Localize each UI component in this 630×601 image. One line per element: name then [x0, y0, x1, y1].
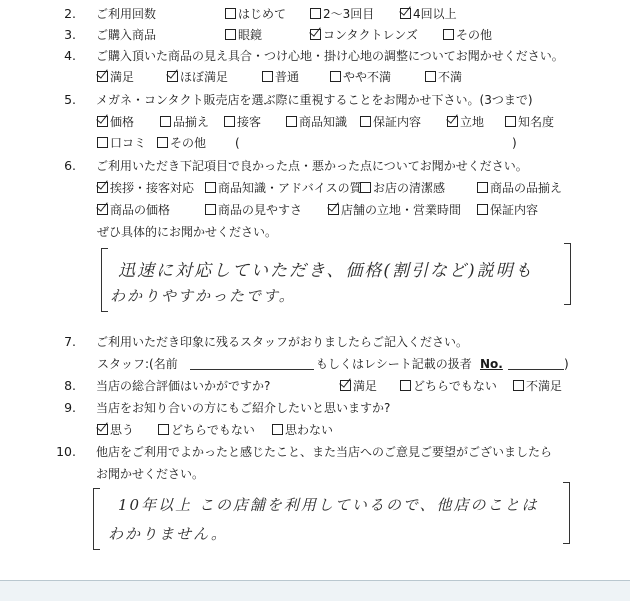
q6-question: ご利用いただき下記項目で良かった点・悪かった点についてお聞かせください。 — [96, 159, 528, 173]
checkbox[interactable] — [400, 380, 411, 391]
q3-number: 3. — [64, 27, 76, 42]
q6-option-advice[interactable]: 商品知識・アドバイスの質 — [205, 180, 362, 196]
q2-number: 2. — [64, 6, 76, 21]
checkbox-checked[interactable] — [340, 380, 351, 391]
q6-option-store-location[interactable]: 店舗の立地・営業時間 — [328, 202, 461, 218]
q5-option-location[interactable]: 立地 — [447, 114, 484, 130]
checkbox-checked[interactable] — [167, 71, 178, 82]
q4-option-satisfied[interactable]: 満足 — [97, 69, 134, 85]
checkbox[interactable] — [160, 116, 171, 127]
checkbox[interactable] — [205, 182, 216, 193]
q8-option-unsatisfied[interactable]: 不満足 — [513, 378, 562, 394]
checkbox-checked[interactable] — [97, 204, 108, 215]
q3-question: ご購入商品 — [96, 28, 157, 42]
q6-answer-bracket-right — [564, 243, 571, 305]
checkbox[interactable] — [97, 137, 108, 148]
q3-option-other[interactable]: その他 — [443, 27, 492, 43]
q4-option-somewhat-unsatisfied[interactable]: やや不満 — [330, 69, 391, 85]
checkbox[interactable] — [310, 8, 321, 19]
q4-option-mostly-satisfied[interactable]: ほぼ満足 — [167, 69, 228, 85]
checkbox-checked[interactable] — [400, 8, 411, 19]
q6-detail-prompt: ぜひ具体的にお聞かせください。 — [97, 225, 278, 239]
checkbox-checked[interactable] — [310, 29, 321, 40]
q6-option-cleanliness[interactable]: お店の清潔感 — [360, 180, 445, 196]
checkbox-checked[interactable] — [97, 182, 108, 193]
checkbox[interactable] — [225, 29, 236, 40]
q6-option-warranty[interactable]: 保証内容 — [477, 202, 538, 218]
q5-option-selection[interactable]: 品揃え — [160, 114, 209, 130]
checkbox[interactable] — [513, 380, 524, 391]
checkbox[interactable] — [477, 204, 488, 215]
q2-option-2-3[interactable]: 2～3回目 — [310, 6, 374, 22]
q8-option-neutral[interactable]: どちらでもない — [400, 378, 497, 394]
q5-option-price[interactable]: 価格 — [97, 114, 134, 130]
checkbox[interactable] — [205, 204, 216, 215]
q5-option-service[interactable]: 接客 — [224, 114, 261, 130]
q5-other-paren-open: ( — [235, 136, 240, 150]
q6-option-price[interactable]: 商品の価格 — [97, 202, 170, 218]
checkbox-checked[interactable] — [447, 116, 458, 127]
q6-option-visibility[interactable]: 商品の見やすさ — [205, 202, 302, 218]
q10-number: 10. — [56, 444, 76, 459]
q5-option-reviews[interactable]: 口コミ — [97, 135, 146, 151]
checkbox[interactable] — [272, 424, 283, 435]
q5-option-other[interactable]: その他 — [157, 135, 206, 151]
q6-number: 6. — [64, 158, 76, 173]
q9-option-yes[interactable]: 思う — [97, 422, 134, 438]
q7-close-paren: ) — [564, 357, 569, 371]
checkbox[interactable] — [443, 29, 454, 40]
checkbox[interactable] — [330, 71, 341, 82]
checkbox-checked[interactable] — [97, 71, 108, 82]
q10-answer-bracket-right — [563, 482, 570, 544]
q7-number: 7. — [64, 334, 76, 349]
q7-staff-name-field[interactable] — [190, 356, 314, 370]
q5-option-knowledge[interactable]: 商品知識 — [286, 114, 347, 130]
checkbox[interactable] — [158, 424, 169, 435]
q9-question: 当店をお知り合いの方にもご紹介したいと思いますか? — [96, 401, 391, 415]
q7-or-text: もしくはレシート記載の扱者 — [316, 357, 472, 371]
q5-option-warranty[interactable]: 保証内容 — [360, 114, 421, 130]
q4-question: ご購入頂いた商品の見え具合・つけ心地・掛け心地の調整についてお聞かせください。 — [96, 49, 564, 63]
q8-option-satisfied[interactable]: 満足 — [340, 378, 377, 394]
checkbox[interactable] — [262, 71, 273, 82]
q8-number: 8. — [64, 378, 76, 393]
checkbox-checked[interactable] — [328, 204, 339, 215]
q4-number: 4. — [64, 48, 76, 63]
checkbox-checked[interactable] — [97, 424, 108, 435]
q5-question: メガネ・コンタクト販売店を選ぶ際に重視することをお聞かせ下さい。(3つまで) — [96, 93, 533, 107]
q10-question: 他店をご利用でよかったと感じたこと、また当店へのご意見ご要望がございましたら — [96, 445, 553, 459]
q7-no-label: No. — [480, 357, 503, 371]
q8-question: 当店の総合評価はいかがですか? — [96, 379, 271, 393]
q5-number: 5. — [64, 92, 76, 107]
checkbox[interactable] — [360, 182, 371, 193]
q6-option-lineup[interactable]: 商品の品揃え — [477, 180, 562, 196]
checkbox[interactable] — [505, 116, 516, 127]
q3-option-contacts[interactable]: コンタクトレンズ — [310, 27, 418, 43]
checkbox[interactable] — [477, 182, 488, 193]
q3-option-glasses[interactable]: 眼鏡 — [225, 27, 262, 43]
q10-handwritten-answer-1: 10年以上 この店舗を利用しているので、他店のことは — [118, 496, 539, 514]
q2-option-first[interactable]: はじめて — [225, 6, 286, 22]
q2-question: ご利用回数 — [96, 7, 157, 21]
q9-option-neutral[interactable]: どちらでもない — [158, 422, 255, 438]
q9-option-no[interactable]: 思わない — [272, 422, 333, 438]
q5-option-fame[interactable]: 知名度 — [505, 114, 554, 130]
q10-answer-bracket-left — [93, 488, 100, 550]
q9-number: 9. — [64, 400, 76, 415]
q2-option-4plus[interactable]: 4回以上 — [400, 6, 457, 22]
q4-option-normal[interactable]: 普通 — [262, 69, 299, 85]
q5-other-paren-close: ) — [512, 136, 517, 150]
q6-handwritten-answer-1: 迅速に対応していただき、価格(割引など)説明も — [118, 261, 534, 281]
page-footer-band — [0, 580, 630, 601]
checkbox-checked[interactable] — [97, 116, 108, 127]
checkbox[interactable] — [157, 137, 168, 148]
q7-receipt-number-field[interactable] — [508, 356, 564, 370]
checkbox[interactable] — [286, 116, 297, 127]
q4-option-unsatisfied[interactable]: 不満 — [425, 69, 462, 85]
q6-option-greeting[interactable]: 挨拶・接客対応 — [97, 180, 194, 196]
checkbox[interactable] — [360, 116, 371, 127]
q10-question-cont: お聞かせください。 — [96, 467, 205, 481]
q7-staff-label: スタッフ:(名前 — [97, 357, 178, 371]
checkbox[interactable] — [425, 71, 436, 82]
checkbox[interactable] — [224, 116, 235, 127]
q10-handwritten-answer-2: わかりません。 — [108, 525, 228, 543]
checkbox[interactable] — [225, 8, 236, 19]
q7-question: ご利用いただき印象に残るスタッフがおりましたらご記入ください。 — [96, 335, 469, 349]
q6-answer-bracket-left — [101, 248, 108, 312]
q6-handwritten-answer-2: わかりやすかったです。 — [110, 287, 296, 305]
